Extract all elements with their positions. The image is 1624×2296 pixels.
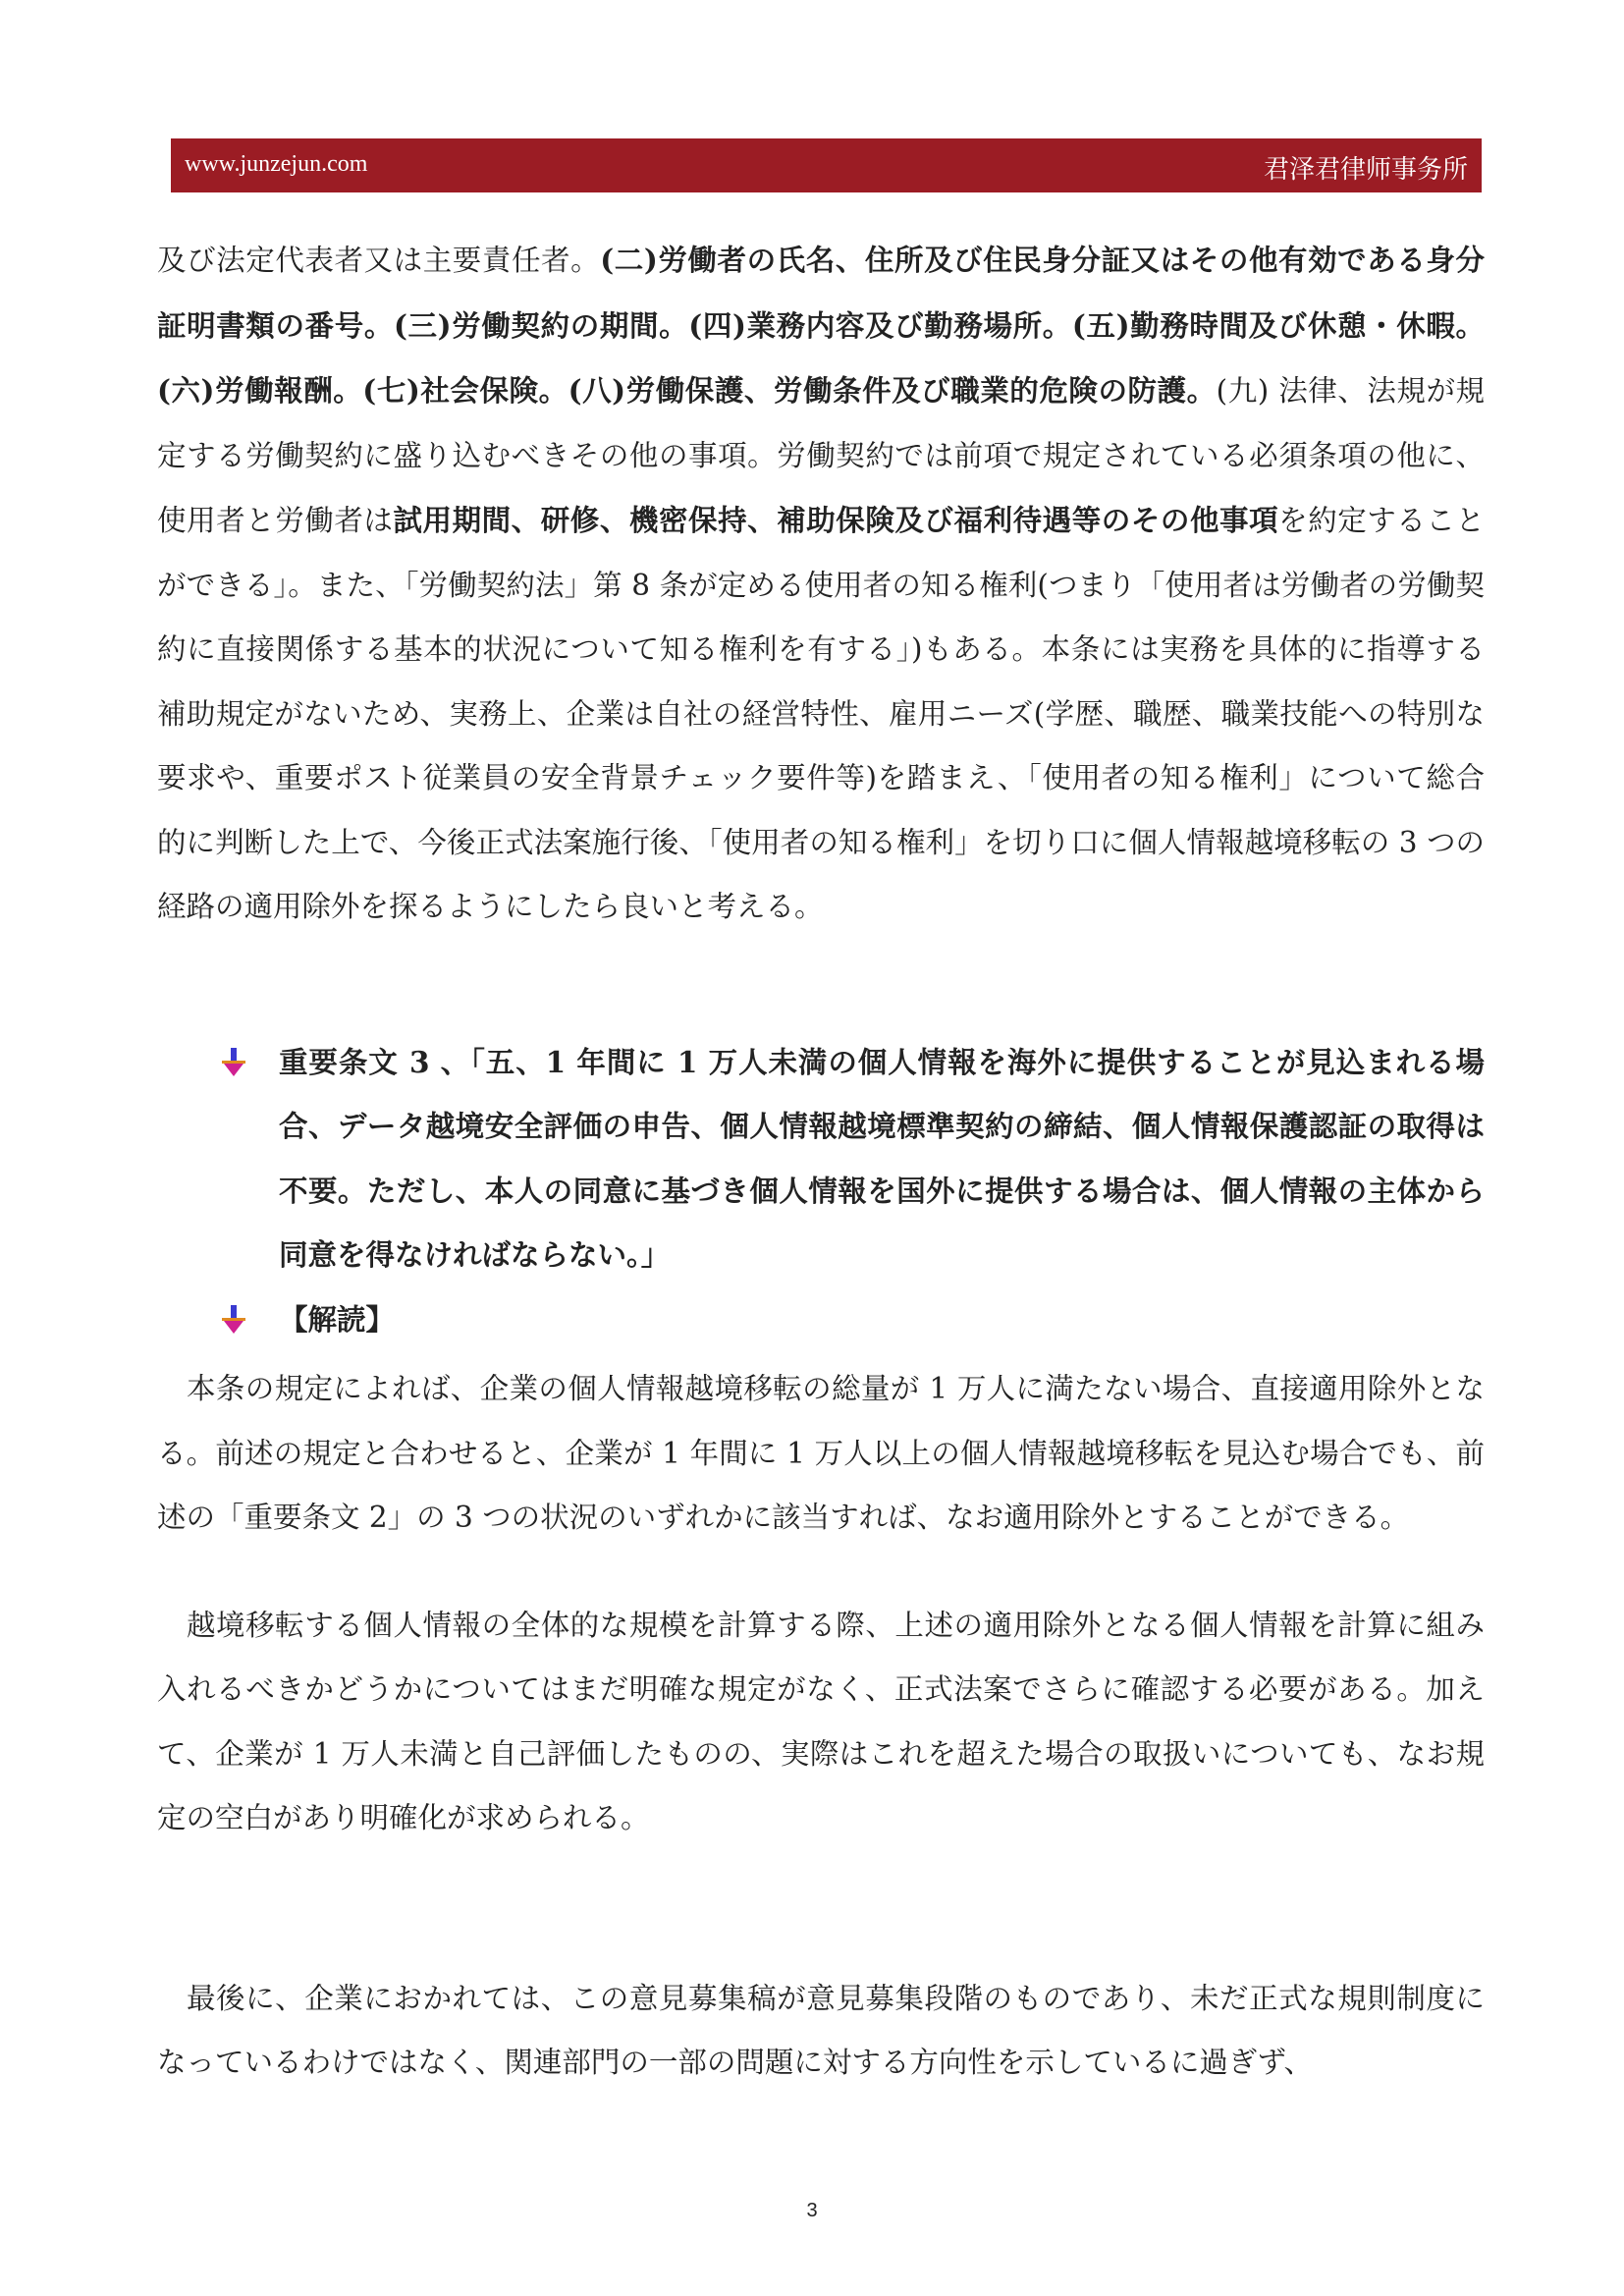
paragraph-scale-calculation: 越境移転する個人情報の全体的な規模を計算する際、上述の適用除外となる個人情報を計算に組み入れるべきかどうかについてはまだ明確な規定がなく、正式法案でさらに確認する必要がある。加えて、企業が 1 万人未満と自己評価したものの、実際はこれを超えた場合の取扱いについても、なお規定の空白があり明確化が求められる。 — [157, 1608, 1485, 1834]
p1-sentence-1: 及び法定代表者又は主要責任者。 — [157, 244, 601, 277]
bullet-important-article-3 — [157, 1030, 1485, 1287]
paragraph-conclusion: 最後に、企業におかれては、この意見募集稿が意見募集段階のものであり、未だ正式な規則制度になっているわけではなく、関連部門の一部の問題に対する方向性を示しているに過ぎず、 — [157, 1981, 1485, 2079]
header-firm-name: 君泽君律师事务所 — [1263, 155, 1468, 185]
bullet-interpretation — [157, 1287, 1485, 1352]
bullet-text: 重要条文 3 、「五、1 年間に 1 万人未満の個人情報を海外に提供することが見込まれる場合、データ越境安全評価の申告、個人情報越境標準契約の締結、個人情報保護認証の取得は不要。ただし、本人の同意に基づき個人情報を国外に提供する場合は、個人情報の主体から同意を得なければならない。」 — [279, 1044, 1485, 1272]
p1-sentence-3: (九) 法律、法規が規定する労働契約に盛り込むべきその他の事項。労働契約では前項で規定されている必須条項の他に、使用者と労働者は — [157, 374, 1485, 537]
paragraph-labor-contract — [157, 228, 1485, 940]
page-header — [171, 138, 1482, 192]
bullet-text: 【解読】 — [279, 1301, 396, 1337]
page-number: 3 — [806, 2200, 818, 2221]
p1-sentence-5: を約定することができる」。また、「労働契約法」第 8 条が定める使用者の知る権利(つまり「使用者は労働者の労働契約に直接関係する基本的状況について知る権利を有する」)もある。本条には実務を具体的に指導する補助規定がないため、実務上、企業は自社の経営特性、雇用ニーズ(学歴、職歴、職業技能への特別な要求や、重要ポスト従業員の安全背景チェック要件等)を踏まえ、「使用者の知る権利」について総合的に判断した上で、今後正式法案施行後、「使用者の知る権利」を切り口に個人情報越境移転の 3 つの経路の適用除外を探るようにしたら良いと考える。 — [157, 504, 1485, 923]
document-body — [157, 228, 1485, 2096]
header-url: www.junzejun.com — [185, 151, 368, 177]
down-arrow-bullet-icon — [220, 1305, 247, 1335]
p1-bold-items: (二)労働者の氏名、住所及び住民身分証又はその他有効である身分証明書類の番号。(三)労働契約の期間。(四)業務内容及び勤務場所。(五)勤務時間及び休憩・休暇。(六)労働報酬。(七)社会保険。(八)労働保護、労働条件及び職業的危険の防護。 — [157, 243, 1485, 408]
down-arrow-bullet-icon — [220, 1048, 247, 1077]
paragraph-interpretation: 本条の規定によれば、企業の個人情報越境移転の総量が 1 万人に満たない場合、直接適用除外となる。前述の規定と合わせると、企業が 1 年間に 1 万人以上の個人情報越境移転を見込む場合でも、前述の「重要条文 2」の 3 つの状況のいずれかに該当すれば、なお適用除外とすることができる。 — [157, 1372, 1485, 1534]
p1-bold-optional-items: 試用期間、研修、機密保持、補助保険及び福利待遇等のその他事項 — [393, 503, 1279, 537]
